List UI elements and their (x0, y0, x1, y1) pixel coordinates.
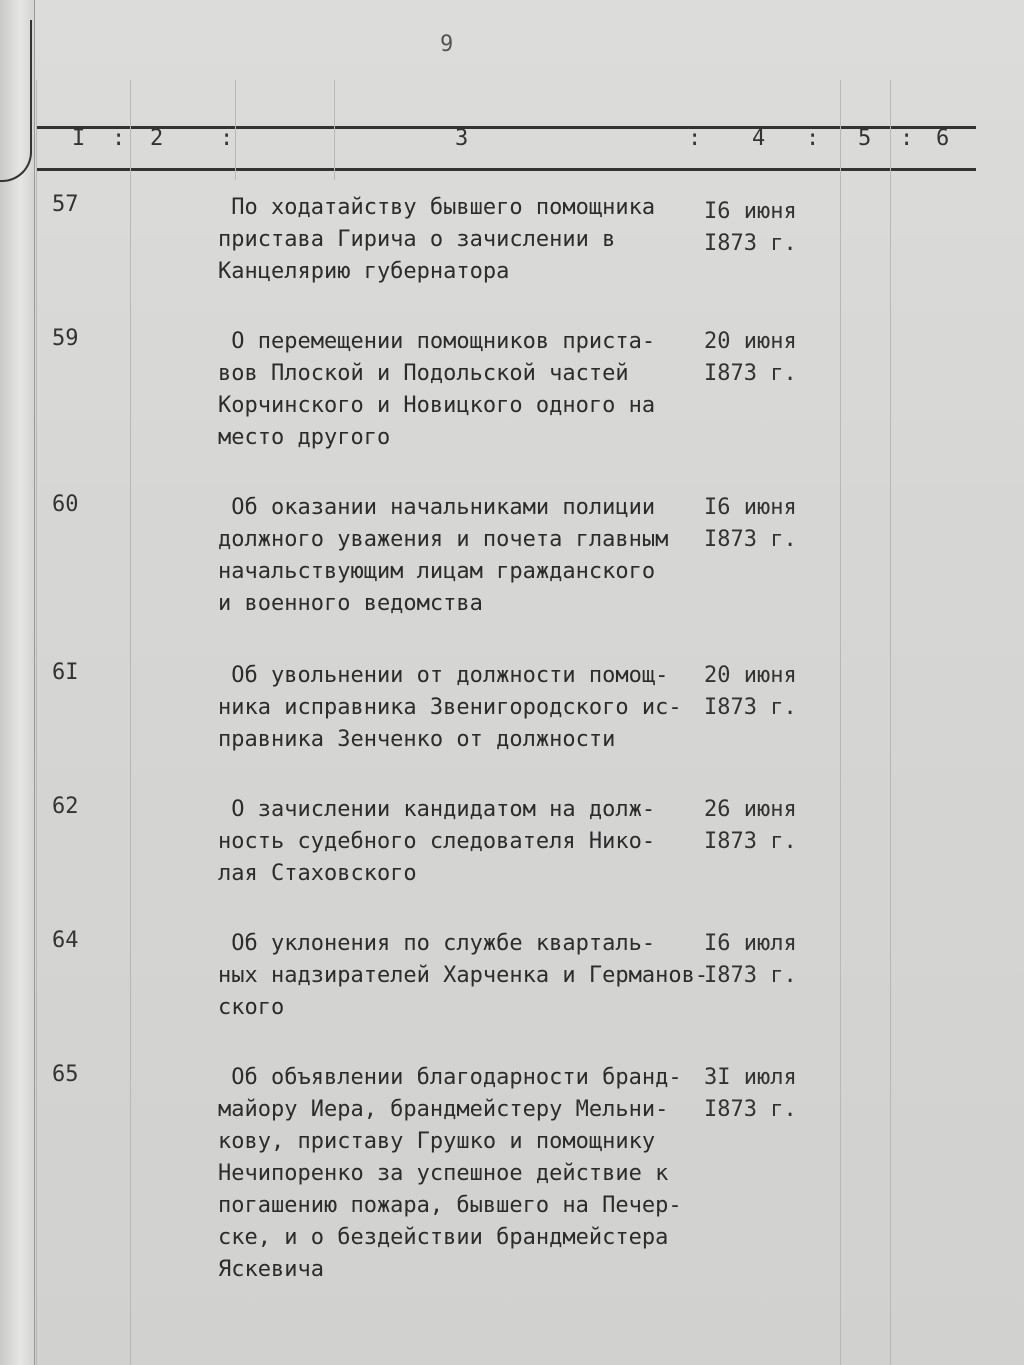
entry-number: 6I (52, 660, 79, 685)
header-col-1: I (72, 126, 86, 151)
header-sep: : (806, 126, 820, 151)
entry-number: 65 (52, 1062, 79, 1087)
entry-text: Об объявлении благодарности бранд- майору Иера, брандмейстеру Мельни- кову, приставу Грушко и помощнику Нечипоренко за успешное действие к погашению пожара, бывшего на Печер- ске, и о бездействии брандмейстера Яскевича (218, 1065, 682, 1282)
header-sep: : (112, 126, 126, 151)
entry-number: 64 (52, 928, 79, 953)
entry-number: 62 (52, 794, 79, 819)
header-col-6: 6 (936, 126, 950, 151)
page-curl (0, 20, 32, 182)
column-rule (36, 80, 37, 1365)
header-sep: : (900, 126, 914, 151)
column-rule (130, 80, 131, 1365)
column-rule (334, 80, 335, 180)
entry-text: Об увольнении от должности помощ- ника исправника Звенигородского ис- правника Зенченко от должности (218, 663, 682, 752)
header-sep: : (688, 126, 702, 151)
entry-text: О зачислении кандидатом на долж- ность судебного следователя Нико- лая Стаховского (218, 797, 656, 886)
column-rule (235, 80, 236, 180)
header-rule-top (36, 126, 976, 129)
header-col-3: 3 (455, 126, 469, 151)
entry-date: 20 июня I873 г. (704, 329, 797, 386)
entry-text: Об уклонения по службе кварталь- ных надзирателей Харченка и Германов- ского (218, 931, 709, 1020)
entry-text: По ходатайству бывшего помощника пристава Гирича о зачислении в Канцелярию губернатора (218, 195, 656, 284)
entry-date: 20 июня I873 г. (704, 663, 797, 720)
header-col-5: 5 (858, 126, 872, 151)
header-col-2: 2 (150, 126, 164, 151)
entry-date: I6 июня I873 г. (704, 495, 797, 552)
entry-number: 60 (52, 492, 79, 517)
header-col-4: 4 (752, 126, 766, 151)
column-rule (890, 80, 891, 1365)
page-number: 9 (440, 32, 454, 57)
entry-number: 57 (52, 192, 79, 217)
entry-number: 59 (52, 326, 79, 351)
entry-text: Об оказании начальниками полиции должного уважения и почета главным начальствующим лицам гражданского и военного ведомства (218, 495, 669, 616)
entry-date: 3I июля I873 г. (704, 1065, 797, 1122)
binding-edge (0, 0, 35, 1365)
entry-date: I6 июля I873 г. (704, 931, 797, 988)
header-rule-bottom (36, 168, 976, 171)
header-sep: : (220, 126, 234, 151)
entry-date: 26 июня I873 г. (704, 797, 797, 854)
entry-text: О перемещении помощников приста- вов Плоской и Подольской частей Корчинского и Новицкого одного на место другого (218, 329, 656, 450)
column-rule (840, 80, 841, 1365)
entry-date: I6 июня I873 г. (704, 199, 797, 256)
